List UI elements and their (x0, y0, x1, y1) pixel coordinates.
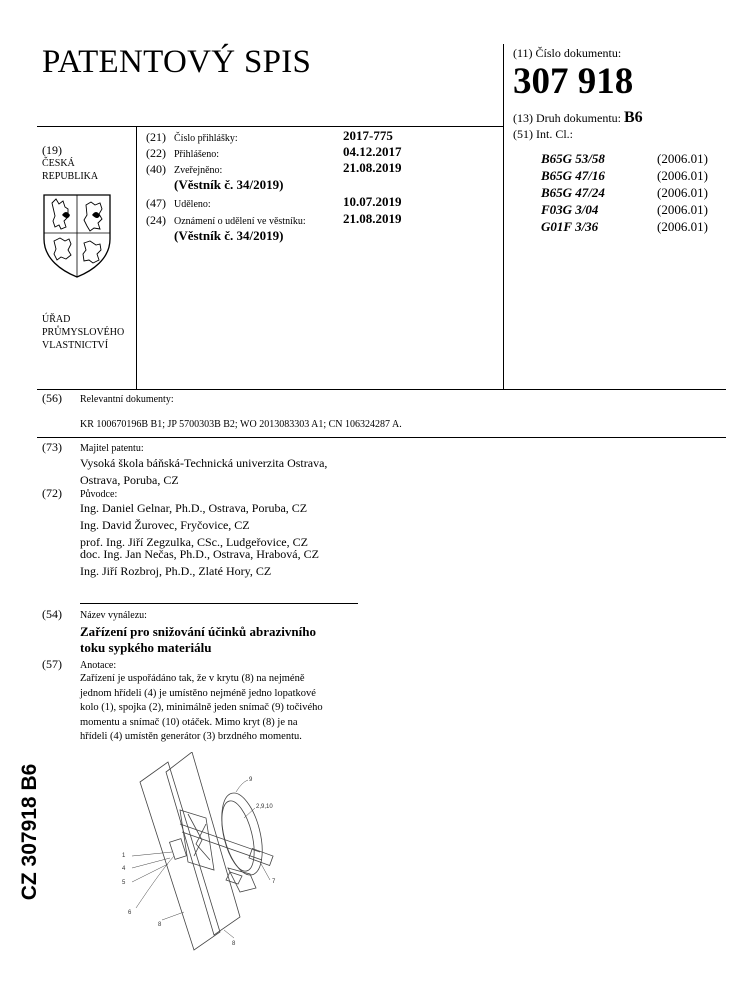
leader-8b (224, 930, 234, 938)
document-title: PATENTOVÝ SPIS (42, 44, 312, 80)
inventors-code: (72) (42, 486, 62, 500)
bib-code: (40) (146, 162, 166, 176)
relevant-code: (56) (42, 391, 62, 405)
class-row (541, 185, 708, 201)
class-row (541, 151, 708, 167)
doc-type-label: Druh dokumentu: (536, 111, 621, 125)
technical-drawing (110, 752, 310, 952)
annotation-line: kolo (1), spojka (2), minimálně jeden snímač (9) točivého (80, 702, 323, 713)
bib-label: Přihlášeno: (174, 149, 219, 160)
class-code: F03G 3/04 (541, 202, 599, 217)
class-code: B65G 47/24 (541, 185, 605, 200)
country-line: ČESKÁ (42, 158, 75, 169)
class-year: (2006.01) (657, 219, 708, 234)
figure-label: 2,9,10 (256, 804, 273, 810)
leader-1 (132, 852, 172, 856)
country-code: (19) (42, 143, 62, 157)
figure-label: 7 (272, 879, 276, 885)
bib-code: (22) (146, 146, 166, 160)
bib-gazette: (Věstník č. 34/2019) (174, 177, 284, 192)
intcl-heading (513, 127, 573, 142)
cover-plate-front (166, 752, 240, 935)
bib-label: Číslo přihlášky: (174, 133, 238, 144)
divider-right (503, 44, 504, 390)
invention-code: (54) (42, 607, 62, 621)
doc-type-code: (13) (513, 111, 533, 125)
class-row (541, 168, 708, 184)
doc-number-heading (513, 46, 621, 61)
office-line: ÚŘAD (42, 314, 71, 325)
coat-of-arms-icon (42, 193, 112, 279)
owner-line: Ostrava, Poruba, CZ (80, 473, 179, 487)
doc-number-code: (11) (513, 46, 533, 60)
bib-row-47 (146, 196, 211, 211)
bib-value: 10.07.2019 (343, 194, 402, 209)
cover-plate-back (140, 762, 220, 950)
bib-code: (47) (146, 196, 166, 210)
inventor-name: Ing. David Žurovec, Fryčovice, CZ (80, 518, 250, 532)
bib-value: 21.08.2019 (343, 211, 402, 226)
doc-type-row (513, 110, 643, 126)
class-code: B65G 47/16 (541, 168, 605, 183)
bib-code: (24) (146, 213, 166, 227)
annotation-label: Anotace: (80, 660, 117, 671)
class-row (541, 219, 708, 235)
divider-56 (37, 389, 726, 390)
bib-value: 21.08.2019 (343, 160, 402, 175)
owner-code: (73) (42, 440, 62, 454)
bib-label: Oznámení o udělení ve věstníku: (174, 216, 306, 227)
relevant-label: Relevantní dokumenty: (80, 394, 174, 405)
class-code: B65G 53/58 (541, 151, 605, 166)
invention-title-line: Zařízení pro snižování účinků abrazivního (80, 624, 316, 639)
disc-outer (214, 789, 269, 879)
intcl-code: (51) (513, 127, 533, 141)
bib-row-22 (146, 146, 219, 161)
annotation-line: hřídeli (4) umístěn generátor (3) brzdného momentu. (80, 731, 302, 742)
bib-value: 04.12.2017 (343, 144, 402, 159)
bracket (228, 868, 256, 892)
class-year: (2006.01) (657, 168, 708, 183)
invention-label: Název vynálezu: (80, 610, 147, 621)
leader-9 (236, 780, 248, 792)
bib-row-40 (146, 162, 222, 177)
bib-label: Uděleno: (174, 199, 211, 210)
inventor-name: doc. Ing. Jan Nečas, Ph.D., Ostrava, Hrabová, CZ (80, 547, 319, 561)
invention-title-line: toku sypkého materiálu (80, 640, 212, 655)
inventor-name: prof. Ing. Jiří Zegzulka, CSc., Ludgeřovice, CZ (80, 535, 308, 549)
doc-number: 307 918 (513, 61, 634, 102)
annotation-line: Zařízení je uspořádáno tak, že v krytu (8) na nejméně (80, 673, 305, 684)
class-row (541, 202, 708, 218)
inventors-label: Původce: (80, 489, 118, 500)
leader-4 (132, 858, 170, 868)
intcl-label: Int. Cl.: (536, 127, 574, 141)
figure-label: 8 (232, 941, 236, 947)
annotation-code: (57) (42, 657, 62, 671)
bib-row-24 (146, 213, 306, 228)
annotation-line: momentu a snímač (10) otáček. Mimo kryt (8) je na (80, 716, 298, 728)
class-year: (2006.01) (657, 151, 708, 166)
country-name (42, 157, 98, 183)
owner-label: Majitel patentu: (80, 443, 144, 454)
figure-label: 4 (122, 866, 126, 872)
doc-number-label: Číslo dokumentu: (535, 46, 622, 60)
side-document-code: CZ 307918 B6 (18, 763, 41, 901)
divider-54 (80, 603, 358, 604)
figure-label: 6 (128, 910, 132, 916)
invention-title (80, 624, 316, 656)
doc-type: B6 (624, 109, 643, 126)
figure-label: 9 (249, 777, 253, 783)
owner-line: Vysoká škola báňská-Technická univerzita Ostrava, (80, 456, 328, 470)
bib-code: (21) (146, 130, 166, 144)
leader-6 (136, 856, 174, 908)
divider-73 (37, 437, 726, 438)
leader-8a (162, 912, 184, 920)
country-line: REPUBLIKA (42, 171, 99, 182)
class-year: (2006.01) (657, 202, 708, 217)
divider-left (136, 126, 137, 390)
office-name (42, 313, 124, 352)
annotation-line: jednom hřídeli (4) je umístěno nejméně jedno lopatkové (80, 687, 316, 699)
bib-gazette: (Věstník č. 34/2019) (174, 228, 284, 243)
figure-label: 5 (122, 880, 126, 886)
class-year: (2006.01) (657, 185, 708, 200)
figure-label: 1 (122, 853, 126, 859)
bib-label: Zveřejněno: (174, 165, 223, 176)
class-code: G01F 3/36 (541, 219, 599, 234)
bib-row-21 (146, 130, 238, 145)
office-line: VLASTNICTVÍ (42, 340, 109, 351)
figure-label: 8 (158, 922, 162, 928)
office-line: PRŮMYSLOVÉHO (42, 327, 125, 338)
divider-top (37, 126, 503, 127)
coupling (170, 839, 187, 860)
bib-value: 2017-775 (343, 128, 393, 143)
inventor-name: Ing. Jiří Rozbroj, Ph.D., Zlaté Hory, CZ (80, 564, 272, 578)
inventor-name: Ing. Daniel Gelnar, Ph.D., Ostrava, Poruba, CZ (80, 501, 308, 515)
annotation-text (80, 672, 323, 745)
relevant-text: KR 100670196B B1; JP 5700303B B2; WO 2013083303 A1; CN 106324287 A. (80, 419, 402, 430)
